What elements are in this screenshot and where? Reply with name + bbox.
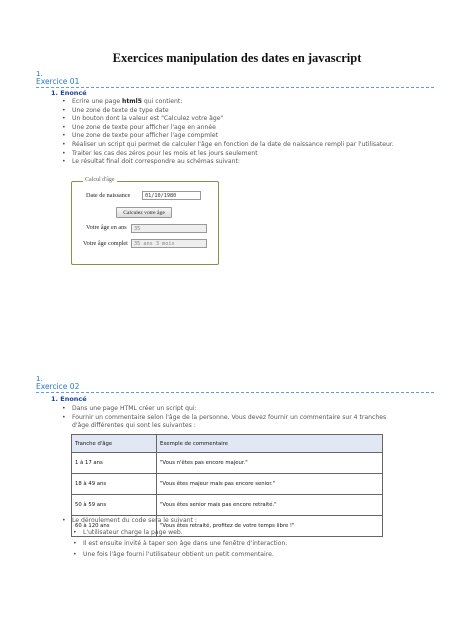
section-number-1: 1. [36, 70, 43, 78]
age-years-field[interactable]: 35 [131, 224, 207, 233]
subheading-enonce-1: 1. Enoncé [51, 89, 87, 97]
list-item: • Ecrire une page html5 qui contient: [62, 98, 422, 107]
ex2-steps-list [73, 527, 403, 560]
list-item: • Une zone de texte de type date [62, 107, 422, 116]
list-item: • Une zone de texte pour afficher l'age en année [62, 124, 422, 133]
table-cell: "Vous êtes majeur mais pas encore senior." [157, 474, 383, 495]
list-item: • Il est ensuite invité à taper son âge dans une fenêtre d'interaction. [73, 538, 403, 549]
age-form-legend: Calcul d'âge [85, 177, 115, 183]
birth-date-label: Date de naissance [86, 192, 131, 199]
table-header-cell: Tranche d'âge [72, 435, 157, 453]
ex2-after-list [62, 517, 402, 526]
list-item: • Réaliser un script qui permet de calculer l'âge en fonction de la date de naissance rempli par l'utilisateur. [62, 141, 422, 150]
table-cell: "Vous êtes senior mais pas encore retraité." [157, 495, 383, 516]
table-row [72, 495, 383, 516]
table-cell: 18 à 49 ans [72, 474, 157, 495]
list-item: • Traiter les cas des zéros pour les mois et les jours seulement [62, 150, 422, 159]
list-item: • Le résultat final doit correspondre au schémas suivant: [62, 158, 422, 167]
list-item: • L'utilisateur charge la page web. [73, 527, 403, 538]
ex1-bullet-list [62, 98, 422, 167]
page-title: Exercices manipulation des dates en javascript [112, 51, 362, 65]
table-cell: 60 à 120 ans [72, 516, 157, 537]
table-cell: "Vous n'êtes pas encore majeur." [157, 453, 383, 474]
list-item: • Un bouton dont la valeur est "Calculez votre âge" [62, 115, 422, 124]
list-item: • Dans une page HTML créer un script qui: [62, 405, 392, 414]
age-full-label: Votre âge complet [83, 240, 128, 247]
ex2-bullet-list [62, 405, 392, 431]
table-header-cell: Exemple de commentaire [157, 435, 383, 453]
age-full-field[interactable]: 35 ans 3 mois [131, 239, 207, 248]
age-years-label: Votre âge en ans [86, 224, 127, 231]
table-row [72, 453, 383, 474]
calculate-age-button[interactable]: Calculez votre âge [116, 207, 172, 218]
section-heading-ex1: Exercice 01 [36, 77, 434, 88]
subheading-enonce-2: 1. Enoncé [51, 395, 87, 403]
list-item: • Une zone de texte pour afficher l'age compmlet [62, 132, 422, 141]
list-item: • Fournir un commentaire selon l'âge de la personne. Vous devez fournir un commentaire sur 4 tranches d'âge différentes qui sont les suivantes : [62, 414, 392, 431]
table-cell: 1 à 17 ans [72, 453, 157, 474]
list-item: • Une fois l'âge fourni l'utilisateur obtient un petit commentaire. [73, 549, 403, 560]
list-item: • Le déroulement du code sera le suivant : [62, 517, 402, 526]
table-header-row [72, 435, 383, 453]
table-row [72, 474, 383, 495]
table-cell: "Vous êtes retraité, profitez de votre temps libre !" [157, 516, 383, 537]
section-heading-ex2: Exercice 02 [36, 382, 434, 393]
birth-date-input[interactable]: 01/10/1980 [142, 191, 201, 200]
section-number-2: 1. [36, 375, 43, 383]
table-cell: 50 à 59 ans [72, 495, 157, 516]
